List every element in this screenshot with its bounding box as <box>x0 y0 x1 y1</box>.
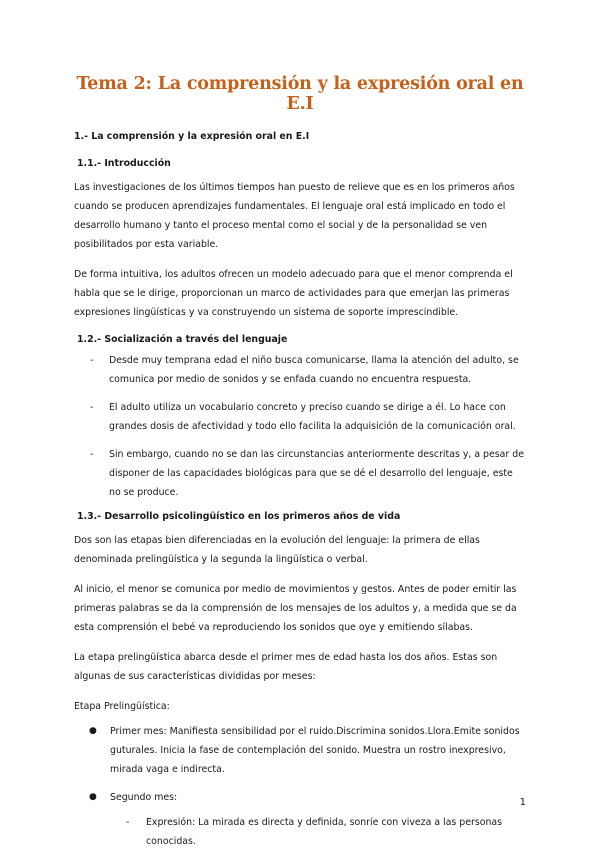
list-item <box>74 398 526 436</box>
list-item-text: Primer mes: Manifiesta sensibilidad por el ruido.Discrimina sonidos.Llora.Emite sonidos guturales. Inicia la fase de contemplación del sonido. Muestra un rostro inexpresivo, mirada vaga e indirecta. <box>110 726 520 775</box>
bullet-marker: ● <box>89 792 97 802</box>
main-heading: 1.- La comprensión y la expresión oral en E.I <box>74 131 310 142</box>
dash-marker: - <box>90 355 94 366</box>
sub-list-item <box>110 813 526 851</box>
paragraph: Dos son las etapas bien diferenciadas en la evolución del lenguaje: la primera de ellas denominada prelingüística y la segunda la lingüística o verbal. <box>74 535 480 565</box>
section-heading-socializacion: 1.2.- Socialización a través del lenguaje <box>77 334 288 345</box>
list-item-text: El adulto utiliza un vocabulario concreto y preciso cuando se dirige a él. Lo hace con grandes dosis de afectividad y todo ello facilita la adquisición de la comunicación oral. <box>109 402 516 432</box>
list-item-text: Sin embargo, cuando no se dan las circunstancias anteriormente descritas y, a pesar de disponer de las capacidades biológicas para que se dé el desarrollo del lenguaje, este no se produce. <box>109 449 524 498</box>
list-item <box>74 445 526 502</box>
dash-marker: - <box>90 402 94 413</box>
list-item <box>74 351 526 389</box>
list-item-text: Segundo mes: <box>110 792 178 803</box>
list-item-text: Expresión: La mirada es directa y definida, sonríe con viveza a las personas conocidas. <box>146 817 503 847</box>
paragraph: Las investigaciones de los últimos tiempos han puesto de relieve que es en los primeros años cuando se producen aprendizajes fundamentales. El lenguaje oral está implicado en todo el desarrollo humano y tanto el proceso mental como el social y de la personalidad se ven posibilitados por esta variable. <box>74 182 515 250</box>
dash-marker: - <box>126 817 130 828</box>
section-heading-introduccion: 1.1.- Introducción <box>77 158 171 169</box>
list-item-text: Desde muy temprana edad el niño busca comunicarse, llama la atención del adulto, se comunica por medio de sonidos y se enfada cuando no encuentra respuesta. <box>109 355 519 385</box>
bullet-list <box>74 722 526 851</box>
dash-marker: - <box>90 449 94 460</box>
section-heading-desarrollo: 1.3.- Desarrollo psicolingüístico en los primeros años de vida <box>77 511 401 522</box>
sub-list <box>110 813 526 851</box>
paragraph: La etapa prelingüística abarca desde el primer mes de edad hasta los dos años. Estas son algunas de sus características divididas por meses: <box>74 652 498 682</box>
document-title: Tema 2: La comprensión y la expresión oral en E.I <box>76 74 524 114</box>
page-number: 1 <box>519 797 526 808</box>
list-item <box>74 722 526 779</box>
paragraph: De forma intuitiva, los adultos ofrecen un modelo adecuado para que el menor comprenda el habla que se le dirige, proporcionan un marco de actividades para que emerjan las primeras expresiones lingüísticas y va construyendo un sistema de soporte imprescindible. <box>74 269 513 318</box>
list-item <box>74 788 526 851</box>
stage-label: Etapa Prelingüística: <box>74 701 170 712</box>
paragraph: Al inicio, el menor se comunica por medio de movimientos y gestos. Antes de poder emitir las primeras palabras se da la comprensión de los mensajes de los adultos y, a medida que se da esta comprensión el bebé va reproduciendo los sonidos que oye y emitiendo sílabas. <box>74 584 517 633</box>
dash-list <box>74 351 526 502</box>
bullet-marker: ● <box>89 726 97 736</box>
